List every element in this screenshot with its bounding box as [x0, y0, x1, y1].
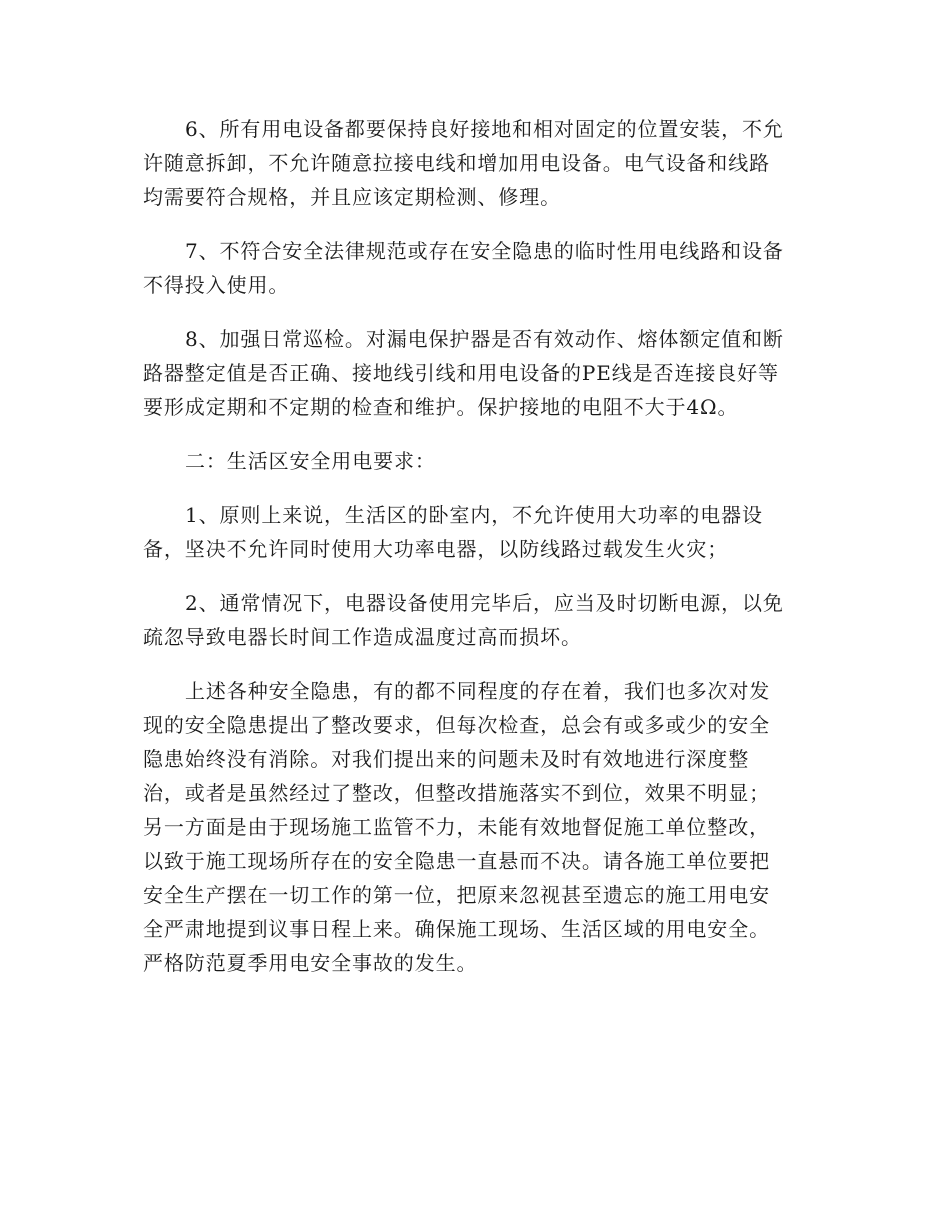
paragraph-gap: [143, 214, 807, 234]
paragraph-living-1: [143, 498, 807, 566]
text-line: 疏忽导致电器长时间工作造成温度过高而损坏。: [143, 625, 582, 649]
paragraph-8: [143, 322, 807, 424]
paragraph-gap: [143, 424, 807, 444]
document-body: [143, 112, 807, 980]
text-line: 均需要符合规格，并且应该定期检测、修理。: [143, 185, 561, 209]
paragraph-gap: [143, 302, 807, 322]
text-line: 隐患始终没有消除。对我们提出来的问题未及时有效地进行深度整: [143, 747, 750, 771]
section-heading-living-area: [143, 444, 807, 478]
text-line: 上述各种安全隐患，有的都不同程度的存在着，我们也多次对发: [185, 679, 771, 703]
text-line: 2、通常情况下，电器设备使用完毕后，应当及时切断电源，以免: [185, 591, 784, 615]
paragraph-gap: [143, 478, 807, 498]
paragraph-6: [143, 112, 807, 214]
text-line: 不得投入使用。: [143, 273, 290, 297]
text-line: 严格防范夏季用电安全事故的发生。: [143, 951, 478, 975]
text-line: 要形成定期和不定期的检查和维护。保护接地的电阻不大于4Ω。: [143, 395, 739, 419]
paragraph-7: [143, 234, 807, 302]
text-line: 7、不符合安全法律规范或存在安全隐患的临时性用电线路和设备: [185, 239, 784, 263]
text-line: 安全生产摆在一切工作的第一位，把原来忽视甚至遗忘的施工用电安: [143, 883, 770, 907]
paragraph-gap: [143, 566, 807, 586]
text-line: 现的安全隐患提出了整改要求，但每次检查，总会有或多或少的安全: [143, 713, 770, 737]
text-line: 8、加强日常巡检。对漏电保护器是否有效动作、熔体额定值和断: [185, 327, 784, 351]
text-line: 路器整定值是否正确、接地线引线和用电设备的PE线是否连接良好等: [143, 361, 779, 385]
text-line: 以致于施工现场所存在的安全隐患一直悬而不决。请各施工单位要把: [143, 849, 770, 873]
text-line: 另一方面是由于现场施工监管不力，未能有效地督促施工单位整改，: [143, 815, 770, 839]
text-line: 治，或者是虽然经过了整改，但整改措施落实不到位，效果不明显；: [143, 781, 770, 805]
text-line: 6、所有用电设备都要保持良好接地和相对固定的位置安装，不允: [185, 117, 784, 141]
text-line: 全严肃地提到议事日程上来。确保施工现场、生活区域的用电安全。: [143, 917, 770, 941]
paragraph-living-2: [143, 586, 807, 654]
paragraph-gap: [143, 654, 807, 674]
text-line: 许随意拆卸，不允许随意拉接电线和增加用电设备。电气设备和线路: [143, 151, 770, 175]
text-line: 1、原则上来说，生活区的卧室内，不允许使用大功率的电器设: [185, 503, 763, 527]
paragraph-summary: [143, 674, 807, 980]
section-heading: 二：生活区安全用电要求：: [185, 449, 436, 473]
text-line: 备，坚决不允许同时使用大功率电器，以防线路过载发生火灾；: [143, 537, 729, 561]
